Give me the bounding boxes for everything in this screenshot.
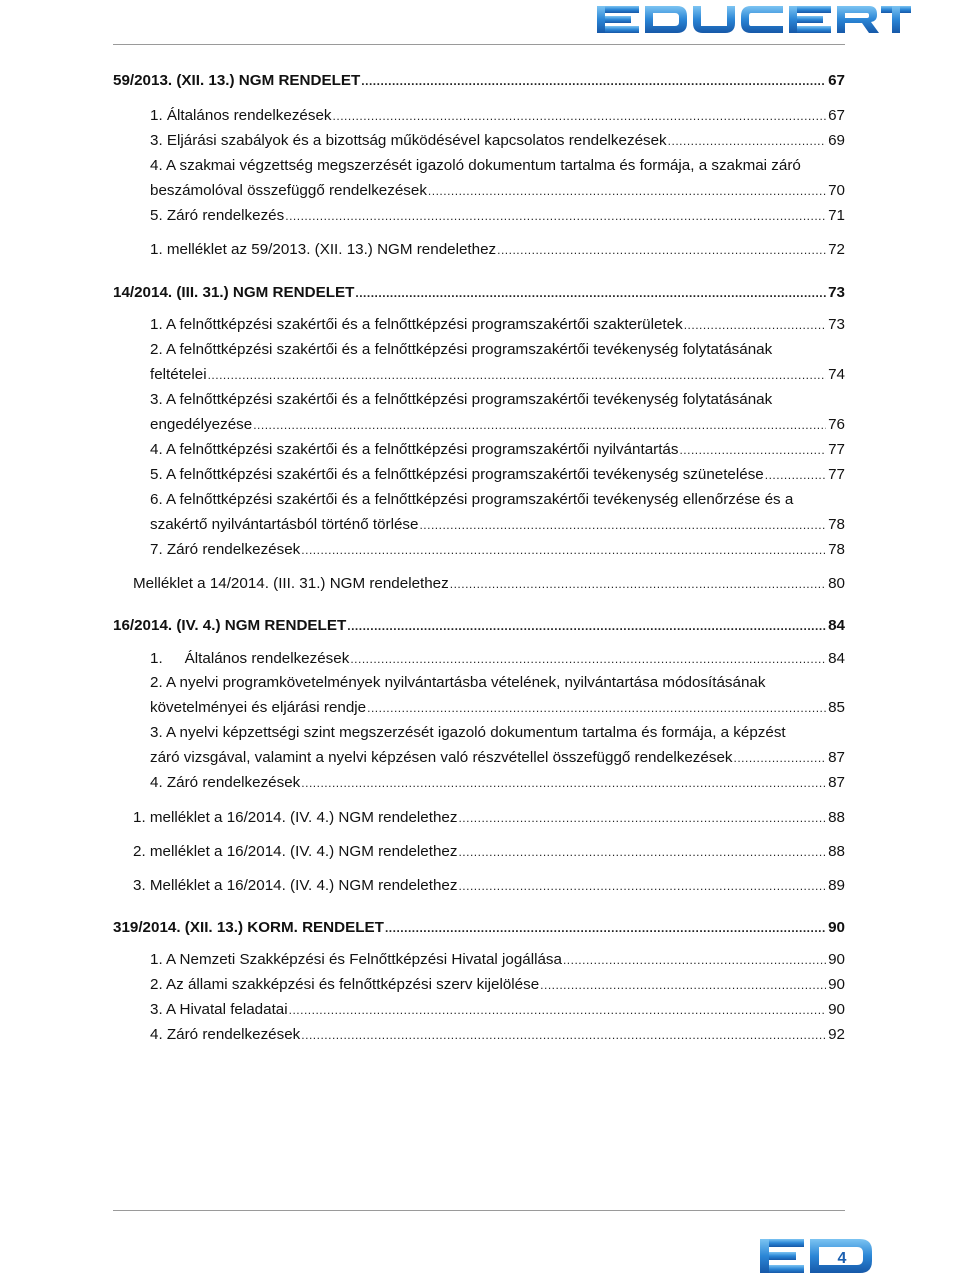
toc-leader-dots (458, 880, 826, 892)
toc-entry-first-line: 4. A szakmai végzettség megszerzését igazoló dokumentum tartalma és formája, a szakmai záró (150, 157, 801, 174)
toc-entry-title: 14/2014. (III. 31.) NGM RENDELET (113, 284, 355, 301)
toc-page-number: 90 (828, 919, 845, 936)
footer-rule (113, 1210, 845, 1211)
toc-page-number: 67 (828, 107, 845, 124)
toc-entry[interactable] (150, 997, 845, 1019)
toc-leader-dots (668, 135, 826, 147)
toc-page-number: 89 (828, 877, 845, 894)
toc-entry[interactable] (133, 805, 845, 827)
toc-page-number: 78 (828, 541, 845, 558)
toc-entry-title: 4. A felnőttképzési szakértői és a felnőttképzési programszakértői nyilvántartás (150, 441, 679, 458)
toc-entry-title: 1. melléklet az 59/2013. (XII. 13.) NGM rendelethez (150, 241, 497, 258)
toc-entry-title: 5. A felnőttképzési szakértői és a felnőttképzési programszakértői tevékenység szünetelése (150, 466, 764, 483)
toc-entry[interactable] (150, 437, 845, 459)
toc-leader-dots (497, 244, 826, 256)
toc-leader-dots (361, 75, 826, 87)
toc-entry-first-line: 3. A felnőttképzési szakértői és a felnőttképzési programszakértői tevékenység folytatásának (150, 391, 773, 408)
toc-entry[interactable] (150, 203, 845, 225)
toc-entry-title: 3. Melléklet a 16/2014. (IV. 4.) NGM rendelethez (133, 877, 458, 894)
toc-leader-dots (450, 578, 826, 590)
toc-leader-dots (333, 110, 827, 122)
toc-entry-319-2014[interactable] (113, 915, 845, 937)
toc-leader-dots (765, 469, 826, 481)
toc-entry[interactable] (150, 128, 845, 150)
toc-page-number: 88 (828, 843, 845, 860)
toc-leader-dots (253, 419, 826, 431)
toc-entry-title (150, 650, 349, 668)
toc-page-number: 84 (828, 650, 845, 667)
toc-entry[interactable] (150, 695, 845, 717)
toc-page-number: 77 (828, 466, 845, 483)
toc-entry-title: Melléklet a 14/2014. (III. 31.) NGM rendelethez (133, 575, 449, 592)
toc-page-number: 92 (828, 1026, 845, 1043)
toc-entry-title: 3. Eljárási szabályok és a bizottság működésével kapcsolatos rendelkezések (150, 132, 667, 149)
toc-entry[interactable] (133, 873, 845, 895)
toc-leader-dots (385, 922, 826, 934)
toc-page-number: 88 (828, 809, 845, 826)
toc-entry-title: záró vizsgával, valamint a nyelvi képzésen való részvétellel összefüggő rendelkezések (150, 749, 733, 766)
toc-entry-number: 1. (150, 650, 163, 667)
toc-entry[interactable] (150, 537, 845, 559)
toc-page-number: 78 (828, 516, 845, 533)
toc-leader-dots (679, 444, 826, 456)
toc-entry-title: 4. Záró rendelkezések (150, 1026, 301, 1043)
toc-entry-title: 1. melléklet a 16/2014. (IV. 4.) NGM rendelethez (133, 809, 458, 826)
toc-leader-dots (684, 319, 826, 331)
toc-page-number: 73 (828, 284, 845, 301)
toc-entry[interactable] (150, 362, 845, 384)
toc-leader-dots (347, 620, 826, 632)
toc-entry[interactable] (133, 571, 845, 593)
toc-entry[interactable] (150, 237, 845, 259)
toc-entry-title: 3. A Hivatal feladatai (150, 1001, 288, 1018)
toc-page-number: 87 (828, 774, 845, 791)
toc-entry[interactable] (150, 412, 845, 434)
toc-entry[interactable] (150, 178, 845, 200)
toc-entry[interactable] (150, 947, 845, 969)
toc-entry-title: 1. A Nemzeti Szakképzési és Felnőttképzési Hivatal jogállása (150, 951, 562, 968)
toc-leader-dots (563, 954, 826, 966)
toc-entry[interactable] (150, 745, 845, 767)
toc-leader-dots (301, 544, 826, 556)
toc-leader-dots (301, 1029, 826, 1041)
toc-leader-dots (285, 210, 826, 222)
toc-entry-title: 5. Záró rendelkezés (150, 207, 285, 224)
toc-entry-title: 2. melléklet a 16/2014. (IV. 4.) NGM rendelethez (133, 843, 458, 860)
toc-entry-title: feltételei (150, 366, 207, 383)
toc-entry-title: beszámolóval összefüggő rendelkezések (150, 182, 427, 199)
toc-leader-dots (289, 1004, 826, 1016)
toc-leader-dots (367, 702, 826, 714)
toc-page-number: 77 (828, 441, 845, 458)
toc-page-number: 73 (828, 316, 845, 333)
toc-entry-title: 1. Általános rendelkezések (150, 107, 332, 124)
toc-leader-dots (419, 519, 826, 531)
toc-leader-dots (355, 287, 826, 299)
toc-entry[interactable] (150, 462, 845, 484)
toc-entry-title: 7. Záró rendelkezések (150, 541, 301, 558)
toc-page-number: 76 (828, 416, 845, 433)
toc-page-number: 84 (828, 617, 845, 634)
toc-entry[interactable] (150, 646, 845, 668)
footer-logo-page-badge (758, 1237, 874, 1275)
toc-page-number: 74 (828, 366, 845, 383)
toc-entry-first-line: 6. A felnőttképzési szakértői és a felnőttképzési programszakértői tevékenység ellenőrzése és a (150, 491, 794, 508)
toc-page-number: 67 (828, 72, 845, 89)
toc-leader-dots (208, 369, 827, 381)
toc-entry-title: 59/2013. (XII. 13.) NGM RENDELET (113, 72, 361, 89)
toc-leader-dots (428, 185, 826, 197)
toc-leader-dots (458, 812, 826, 824)
toc-leader-dots (734, 752, 827, 764)
toc-leader-dots (301, 777, 826, 789)
toc-entry[interactable] (150, 512, 845, 534)
toc-entry[interactable] (150, 1022, 845, 1044)
toc-entry[interactable] (150, 103, 845, 125)
toc-page-number: 87 (828, 749, 845, 766)
toc-page-number: 90 (828, 951, 845, 968)
toc-entry[interactable] (150, 312, 845, 334)
toc-entry-16-2014[interactable] (113, 613, 845, 635)
toc-entry-first-line: 2. A felnőttképzési szakértői és a felnőttképzési programszakértői tevékenység folytatásának (150, 341, 773, 358)
toc-entry-title: 2. Az állami szakképzési és felnőttképzési szerv kijelölése (150, 976, 540, 993)
toc-entry-title: 4. Záró rendelkezések (150, 774, 301, 791)
toc-entry-14-2014[interactable] (113, 280, 845, 302)
toc-entry-first-line: 3. A nyelvi képzettségi szint megszerzését igazoló dokumentum tartalma és formája, a képzést (150, 724, 786, 741)
toc-entry[interactable] (133, 839, 845, 861)
toc-page-number: 69 (828, 132, 845, 149)
toc-entry[interactable] (150, 770, 845, 792)
toc-entry-title: 319/2014. (XII. 13.) KORM. RENDELET (113, 919, 384, 936)
toc-page-number: 72 (828, 241, 845, 258)
toc-page-number: 71 (828, 207, 845, 224)
toc-page-number: 85 (828, 699, 845, 716)
toc-leader-dots (458, 846, 826, 858)
toc-entry-first-line: 2. A nyelvi programkövetelmények nyilvántartásba vételének, nyilvántartása módosításának (150, 674, 766, 691)
toc-entry-text: Általános rendelkezések (184, 650, 350, 667)
toc-page-number: 90 (828, 976, 845, 993)
toc-entry-title: 16/2014. (IV. 4.) NGM RENDELET (113, 617, 347, 634)
page-number: 4 (837, 1250, 847, 1267)
toc-entry-59-2013[interactable] (113, 68, 845, 90)
toc-page-number: 90 (828, 1001, 845, 1018)
toc-page-number: 70 (828, 182, 845, 199)
toc-entry-title: 1. A felnőttképzési szakértői és a felnőttképzési programszakértői szakterületek (150, 316, 683, 333)
toc-entry-title: engedélyezése (150, 416, 253, 433)
toc-entry-title: követelményei és eljárási rendje (150, 699, 367, 716)
toc-entry[interactable] (150, 972, 845, 994)
toc-entry-title: szakértő nyilvántartásból történő törlése (150, 516, 419, 533)
toc-page-number: 80 (828, 575, 845, 592)
toc-leader-dots (540, 979, 826, 991)
toc-leader-dots (350, 653, 826, 665)
